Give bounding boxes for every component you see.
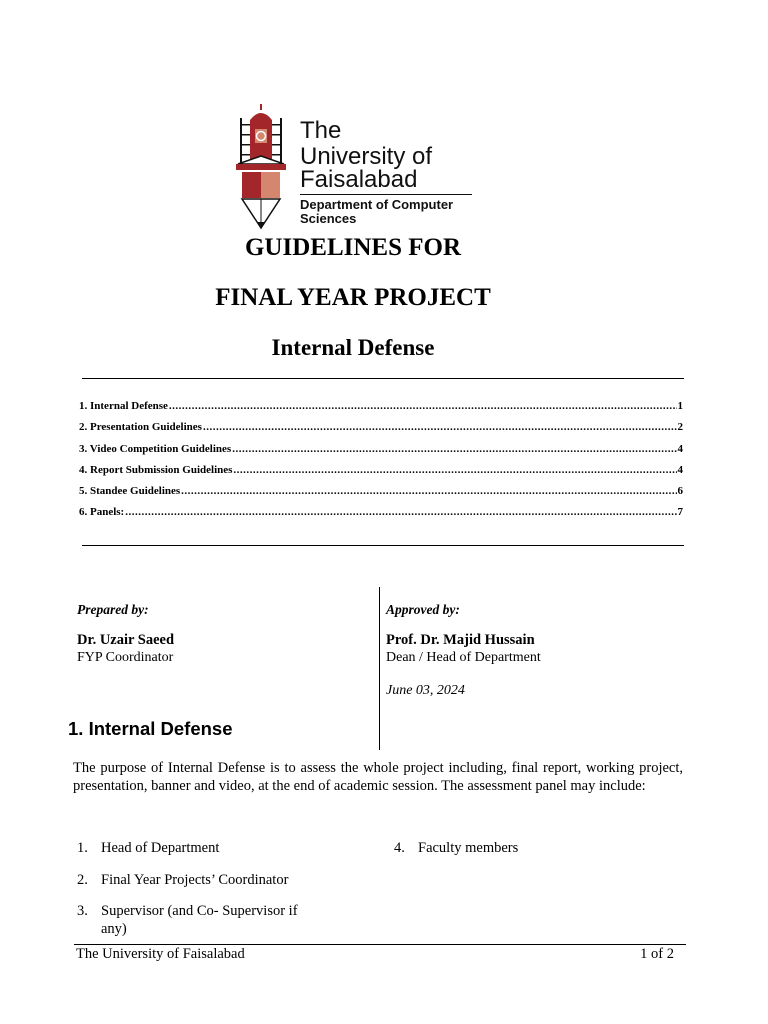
toc-leader-dots [169,400,677,412]
prepared-by-role: FYP Coordinator [77,650,174,665]
list-item [77,839,317,857]
toc-entry-page: 4 [677,463,683,476]
footer-institution: The University of Faisalabad [76,946,245,962]
top-divider [82,378,684,379]
toc-leader-dots [181,485,676,497]
list-item-number: 3. [77,903,88,919]
toc-entry[interactable] [79,443,683,464]
toc-entry-label: 2. Presentation Guidelines [79,421,202,434]
toc-entry-label: 4. Report Submission Guidelines [79,463,233,476]
toc-entry-label: 6. Panels: [79,506,125,519]
table-of-contents [79,400,683,528]
toc-entry-label: 3. Video Competition Guidelines [79,442,232,455]
list-item [394,839,634,857]
toc-entry[interactable] [79,464,683,485]
subtitle: Internal Defense [271,335,435,360]
approved-by-label: Approved by: [386,602,460,617]
toc-entry-page: 4 [677,442,683,455]
list-item-text: Head of Department [101,840,220,856]
section-paragraph: The purpose of Internal Defense is to assess the whole project including, final report, working project, presentation, banner and video, at the end of academic session. The assessment panel may include: [73,760,683,794]
university-logo [228,104,478,232]
approved-by-name: Prof. Dr. Majid Hussain [386,632,535,648]
list-item-text: Faculty members [418,840,519,856]
toc-entry-label: 5. Standee Guidelines [79,485,181,498]
approved-by-role: Dean / Head of Department [386,650,541,665]
list-item-text: Supervisor (and Co- Supervisor if any) [101,903,298,937]
list-item-number: 2. [77,872,88,888]
pencil-tower-icon [232,104,292,232]
logo-divider [300,194,472,195]
footer-divider [74,944,686,945]
toc-leader-dots [203,421,677,433]
bottom-divider [82,545,684,546]
title-line1: GUIDELINES FOR [244,234,461,261]
title-line2: FINAL YEAR PROJECT [215,284,491,311]
list-item-number: 1. [77,840,88,856]
toc-entry[interactable] [79,400,683,421]
section-heading: 1. Internal Defense [68,718,233,739]
toc-leader-dots [233,464,676,476]
toc-entry[interactable] [79,506,683,527]
logo-line-faisalabad: Faisalabad [300,166,418,193]
toc-entry-page: 2 [677,421,683,434]
logo-line-the: The [300,117,342,144]
toc-entry-page: 1 [677,400,683,412]
signature-divider [379,587,380,750]
prepared-by-label: Prepared by: [77,602,149,617]
list-item [77,871,317,889]
toc-entry-page: 7 [677,506,683,519]
logo-dept-line2: Sciences [300,211,357,226]
list-item-text: Final Year Projects’ Coordinator [101,872,289,888]
prepared-by-name: Dr. Uzair Saeed [77,632,175,648]
toc-entry-label: 1. Internal Defense [79,400,168,412]
logo-line-university: University of [300,143,433,170]
toc-entry[interactable] [79,485,683,506]
toc-leader-dots [125,506,676,518]
toc-leader-dots [232,443,676,455]
page-number: 1 of 2 [640,946,674,962]
toc-entry[interactable] [79,421,683,442]
list-item-number: 4. [394,840,405,856]
list-item [77,902,317,938]
logo-dept-line1: Department of Computer [300,197,454,212]
toc-entry-page: 6 [677,485,683,498]
approval-date: June 03, 2024 [386,683,465,698]
